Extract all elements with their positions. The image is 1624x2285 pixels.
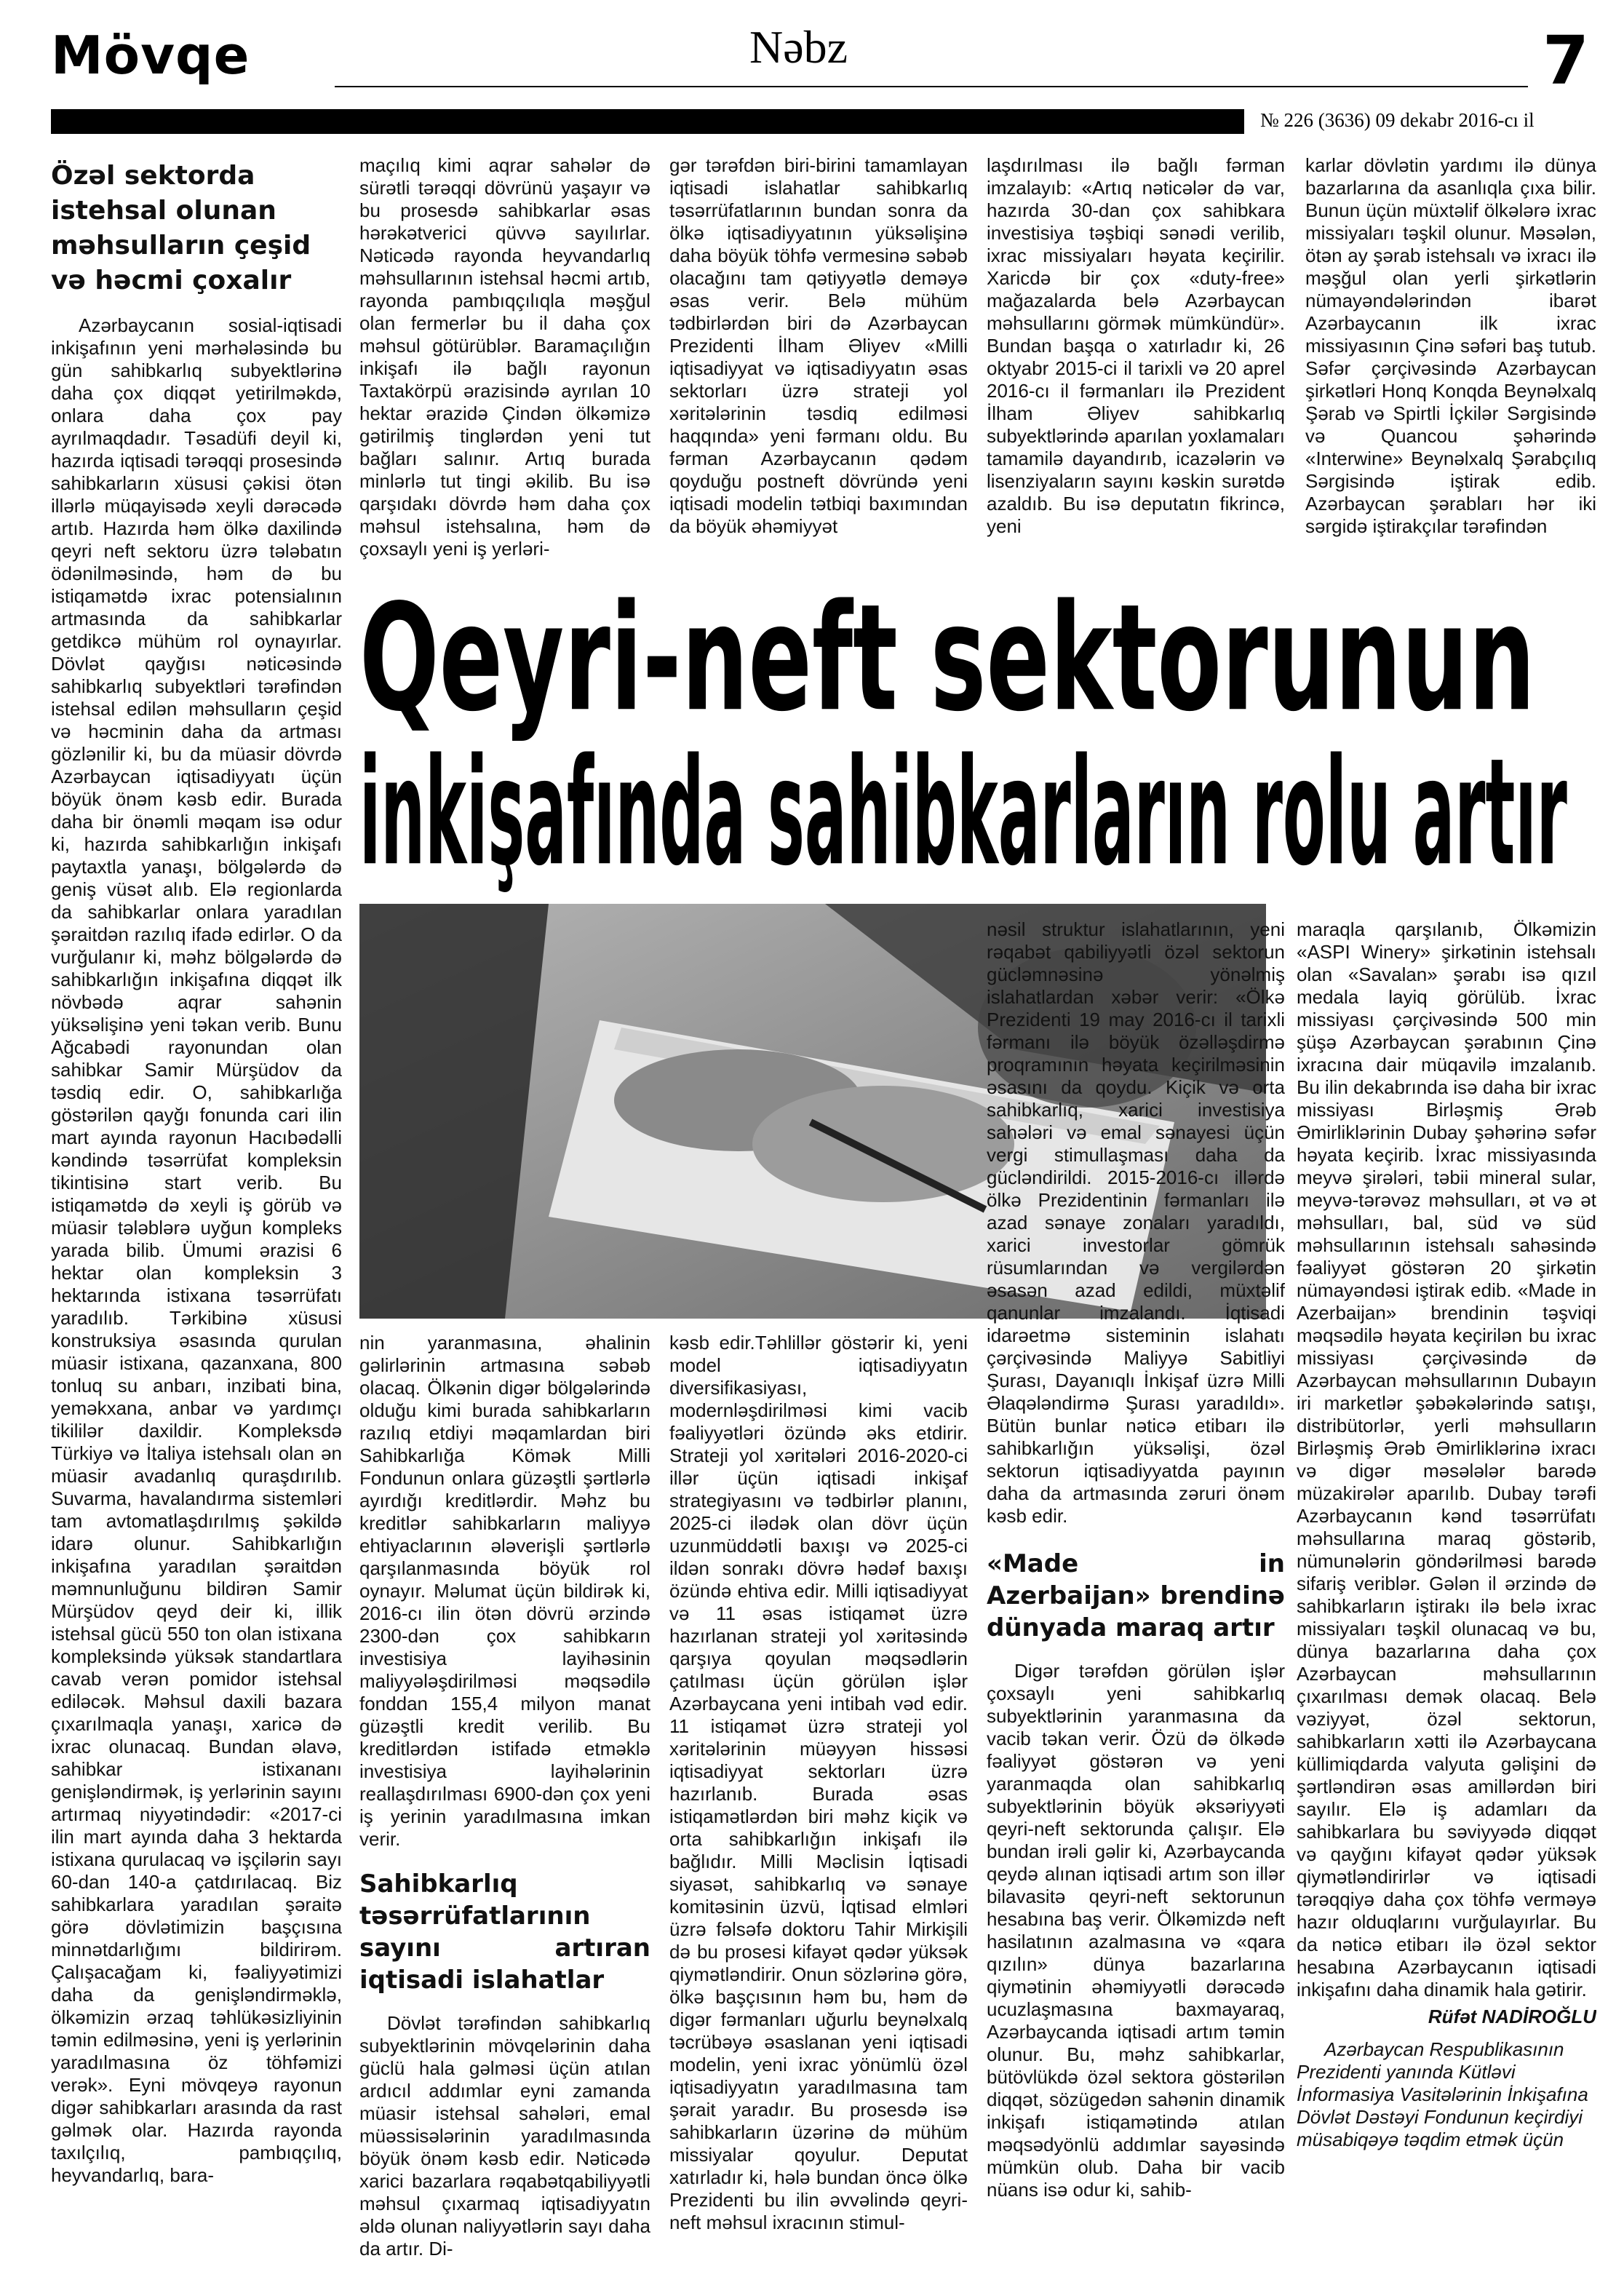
column-3-low-text: kəsb edir.Təhlillər göstərir ki, yeni model iqtisadiyyatın diversifikasiyası, modernləşdirilməsi kimi vacib fəaliyyətləri özündə əks etdirir. Strateji yol xəritələri 2016-2020-ci illər üçün iqtisadi inkişaf strategiyasını və tədbirlər planını, 2025-ci ilədək olan dövr üçün uzunmüddətli baxışı və 2025-ci ildən sonrakı dövrə hədəf baxışı özündə ehtiva edir. Milli iqtisadiyyat və 11 əsas istiqamət üzrə hazırlanan strateji yol xəritəsində qarşıya qoyulan məqsədlərin çatılması üçün görülən işlər Azərbaycana yeni intibah vəd edir. 11 istiqamət üzrə strateji yol xəritələrinin müəyyən hissəsi iqtisadiyyat sektorları üzrə hazırlanıb. Burada əsas istiqamətlərdən biri məhz kiçik və orta sahibkarlığın inkişafı ilə bağlıdır. Milli Məclisin İqtisadi siyasət, sahibkarlıq və sənaye komitəsinin üzvü, İqtisad elmləri üzrə fəlsəfə doktoru Tahir Mirkişili də bu prosesi kifayət qədər yüksək qiymətləndirir. Onun sözlərinə görə, ölkə başçısının həm bu, həm də digər fərmanları uğurlu beynəlxalq təcrübəyə əsaslanan yeni iqtisadi modelin, yeni ixrac yönümlü özəl iqtisadiyyatın yaradılmasına tam şərait yaradır. Bu prosesdə isə sahibkarların üzərinə də mühüm missiyalar qoyulur. Deputat xatırladır ki, hələ bundan öncə ölkə Prezidenti bu ilin əvvəlində qeyri-neft məhsul ixracının stimul- — [669, 1332, 968, 2233]
article-column-3-top — [669, 154, 968, 562]
section-label: Mövqe — [51, 25, 250, 86]
author-signature: Rüfət NADİROĞLU — [1428, 2006, 1596, 2027]
column-2-low-text-2: Dövlət tərəfindən sahibkarlıq subyektlərinin mövqelərinin daha güclü hala gəlməsi üçün atılan ardıcıl addımlar eyni zamanda müasir istehsal sahələri, emal müəssisələrinin yaradılmasında böyük önəm kəsb edir. Nəticədə xarici bazarlara rəqabətqabiliyyətli məhsul çıxarmaq iqtisadiyyatın əldə olunan naliyyətlərin sayı daha da artır. Di- — [359, 2012, 650, 2260]
article-column-3-low — [669, 1332, 968, 2270]
article-column-2-low — [359, 1332, 650, 2270]
column-5-top-text: karlar dövlətin yardımı ilə dünya bazarlarına da asanlıqla çıxa bilir. Bunun üçün müxtəlif ölkələrə ixrac missiyaları təşkil olunur. Məsələn, ötən ay şərab istehsalı və ixracı ilə məşğul olan yerli şirkətlərin nümayəndələrindən ibarət Azərbaycanın ilk ixrac missiyasının Çinə səfəri baş tutub. Səfər çərçivəsində Azərbaycan şirkətləri Honq Konqda Beynəlxalq Şərab və Spirtli İçkilər Sərgisində və Quancou şəhərində «Interwine» Beynəlxalq Şərabçılıq Sərgisində iştirak edib. Azərbaycan şərabları hər iki sərgidə iştirakçılar tərəfindən — [1305, 154, 1596, 537]
article-column-1 — [51, 154, 342, 2265]
column-4-mid-text: nəsil struktur islahatlarının, yeni rəqabət qabiliyyətli özəl sektorun gücləmnəsinə yönəlmiş islahatlardan xəbər verir: «Ölkə Prezidenti 19 may 2016-cı il tarixli fərmanı ilə böyük özəlləşdirmə proqramının həyata keçirilməsinin əsasını da qoydu. Kiçik və orta sahibkarlıq, xarici investisiya sahələri və emal sənayesi üçün vergi stimullaşması daha da gücləndirildi. 2015-2016-cı illərdə ölkə Prezidentinin fərmanları ilə azad sənaye zonaları yaradıldı, xarici investorlar gömrük rüsumlarından və vergilərdən əsasən azad edildi, müxtəlif qanunlar imzalandı. İqtisadi idarəetmə sisteminin islahatı çərçivəsində Maliyyə Sabitliyi Şurası, Dayanıqlı İnkişaf üzrə Milli Əlaqələndirmə Şurası yaradıldı». Bütün bunlar nəticə etibarı ilə sahibkarlığın yüksəlişi, özəl sektorun iqtisadiyyatda payının daha da artmasında zəruri önəm kəsb edir. — [987, 918, 1285, 1527]
subhead-3: «Made in Azerbaijan» brendinə dünyada maraq artır — [987, 1549, 1285, 1642]
column-1-text: Azərbaycanın sosial-iqtisadi inkişafının yeni mərhələsində bu gün sahibkarlıq subyektlərinə daha çox diqqət yetirilməkdə, onlara daha çox pay ayrılmaqdadır. Təsadüfi deyil ki, hazırda iqtisadi tərəqqi prosesində sahibkarların xüsusi çəkisi ötən illərlə müqayisədə xeyli dərəcədə artıb. Hazırda həm ölkə daxilində qeyri neft sektoru üzrə tələbatın ödənilməsində, həm də bu istiqamətdə ixrac potensialının artmasında da sahibkarlar getdikcə mühüm rol oynayırlar. Dövlət qayğısı nəticəsində sahibkarlıq subyektləri tərəfindən istehsal edilən məhsulların çeşid və həcminin daha da artması gözlənilir ki, bu da müasir dövrdə Azərbaycan iqtisadiyyatı üçün böyük önəm kəsb edir. Burada daha bir önəmli məqam isə odur ki, hazırda sahibkarlığın inkişafı paytaxtla yanaşı, bölgələrdə də geniş vüsət alıb. Elə regionlarda da sahibkarlar onlara yaradılan şəraitdən razılıq ifadə edirlər. O da vurğulanır ki, məhz bölgələrdə də sahibkarlığın inkişafına diqqət ilk növbədə aqrar sahənin yüksəlişinə yeni təkan verib. Bunu Ağcabədi rayonundan olan sahibkar Samir Mürşüdov da təsdiq edir. O, sahibkarlığa göstərilən qayğı fonunda cari ilin mart ayında rayonun Hacıbədəlli kəndində təsərrüfat kompleksin tikintisinə start verib. Bu istiqamətdə də xeyli iş görüb və müasir tələblərə uyğun kompleks yarada bilib. Ümumi ərazisi 6 hektar olan kompleksin 3 hektarında istixana təsərrüfatı yaradılıb. Tərkibinə xüsusi konstruksiya əsasında qurulan müasir istixana, qazanxana, 800 tonluq su anbarı, inzibati bina, yeməkxana, anbar və yardımçı tikililər daxildir. Kompleksdə Türkiyə və İtaliya istehsalı olan ən müasir avadanlıq quraşdırılıb. Suvarma, havalandırma sistemləri tam avtomatlaşdırılmış şəkildə idarə olunur. Sahibkarlığın inkişafına yaradılan şəraitdən məmnunluğunu bildirən Samir Mürşüdov qeyd deir ki, illik istehsal gücü 550 ton olan istixana kompleksində yüksək standartlara cavab verən pomidor istehsal ediləcək. Məhsul daxili bazara çıxarılmaqla yanaşı, xaricə də ixrac olunacaq. Bundan əlavə, sahibkar istixananı genişləndirmək, iş yerlərinin sayını artırmaq niyyətindədir: «2017-ci ilin mart ayında daha 3 hektarda istixana qurulacaq və işçilərin sayı 60-dan 140-a çatdırılacaq. Biz sahibkarlara yaradılan şəraitə görə dövlətimizin başçısına minnətdarlığımı bildirirəm. Çalışacağam ki, fəaliyyətimizi daha da genişləndirməklə, ölkəmizin ərzaq təhlükəsizliyinin təmin edilməsinə, yeni iş yerlərinin yaradılmasına öz töhfəmizi verək». Eyni mövqeyə rayonun digər sahibkarları arasında da rast gəlmək olar. Hazırda rayonda taxılçılıq, pambıqçılıq, heyvandarlıq, bara- — [51, 314, 342, 2186]
issue-info: № 226 (3636) 09 dekabr 2016-cı il — [1260, 109, 1535, 131]
article-column-5-mid — [1297, 918, 1596, 2270]
column-4-top-text: laşdırılması ilə bağlı fərman imzalayıb: «Artıq nəticələr də var, hazırda 30-dan çox sahibkara investisiya təşbiqi sənədi verilib, ixrac missiyaları həyata keçirilir. Xaricdə bir çox «duty-free» mağazalarda belə Azərbaycan məhsullarını görmək mümkündür». Bundan başqa o xatırladır ki, 26 oktyabr 2015-ci il tarixli və 20 aprel 2016-cı il fərmanları ilə Prezident İlham Əliyev sahibkarlıq subyektlərində aparılan yoxlamaları tamamilə dayandırıb, icazələrin və lisenziyaların sayını kəskin surətdə azaldıb. Bu isə deputatın fikrincə, yeni — [987, 154, 1285, 537]
article-column-5-top — [1305, 154, 1596, 562]
article-column-4-mid — [987, 918, 1285, 2270]
headline-line-2: inkişafında sahibkarların rolu artır — [359, 728, 1567, 899]
footnote-text: Azərbaycan Respublikasının Prezidenti yanında Kütləvi İnformasiya Vasitələrinin İnkişafına Dövlət Dəstəyi Fondunun keçirdiyi müsabiqəyə təqdim etmək üçün — [1297, 2038, 1588, 2150]
column-5-mid-text: maraqla qarşılanıb, Ölkəmizin «ASPI Winery» şirkətinin istehsalı olan «Savalan» şərabı isə qızıl medala layiq görülüb. İxrac missiyası çərçivəsində 500 min şüşə Azərbaycan şərabının Çinə ixracına dair müqavilə imzalanıb. Bu ilin dekabrında isə daha bir ixrac missiyası Birləşmiş Ərəb Əmirliklərinin Dubay şəhərinə səfər həyata keçirib. İxrac missiyasında meyvə şirələri, təbii mineral sular, meyvə-tərəvəz məhsulları, ət və ət məhsulları, bal, süd və süd məhsullarının istehsalı sahəsində fəaliyyət göstərən 20 şirkətin nümayəndəsi iştirak edib. «Made in Azerbaijan» brendinin təşviqi məqsədilə həyata keçirilən bu ixrac missiyası çərçivəsində də Azərbaycan məhsullarının Dubayın iri marketlər şəbəkələrində satışı, distribütorlər, yerli məhsulların Birləşmiş Ərəb Əmirliklərinə ixracı və digər məsələlər barədə müzakirələr aparılıb. Dubay tərəfi Azərbaycanın kənd təsərrüfatı məhsullarına maraq göstərib, nümunələrin göndərilməsi barədə sifariş veriblər. Gələn il ərzində də sahibkarların iştirakı ilə belə ixrac missiyaları təşkil olunacaq və bu, dünya bazarlarına daha çox Azərbaycan məhsullarının çıxarılması demək olacaq. Belə vəziyyət, özəl sektorun, sahibkarların xətti ilə Azərbaycana küllimiqdarda valyuta gəlişini də şərtləndirən əsas amillərdən biri sayılır. Elə iş adamları da sahibkarlara bu səviyyədə diqqət və qayğını kifayət qədər yüksək qiymətləndirirlər və iqtisadi tərəqqiyə daha çox töhfə verməyə hazır olduqlarını vurğulayırlar. Bu da nəticə etibarı ilə özəl sektor hesabına Azərbaycanın iqtisadi inkişafını daha dinamik hala gətirir. — [1297, 918, 1596, 2000]
headline-line-1: Qeyri-neft sektorunun — [359, 573, 1535, 744]
page-number: 7 — [1543, 22, 1590, 100]
subhead-1: Özəl sektorda istehsal olunan məhsulların çeşid və həcmi çoxalır — [51, 161, 311, 295]
column-3-top-text: gər tərəfdən biri-birini tamamlayan iqtisadi islahatlar sahibkarlıq təsərrüfatlarının bundan sonra da ölkə iqtisadiyyatının yüksəlişinə daha böyük töhfə vermesinə səbəb olacağını tam qətiyyətlə deməyə əsas verir. Belə mühüm tədbirlərdən biri də Azərbaycan Prezidenti İlham Əliyev «Milli iqtisadiyyat və iqtisadiyyatın əsas sektorları üzrə strateji yol xəritələrinin təsdiq edilməsi haqqında» yeni fərmanı oldu. Bu fərman Azərbaycanın qədəm qoyduğu postneft dövründə yeni iqtisadi modelin tətbiqi baxımından da böyük əhəmiyyət — [669, 154, 968, 537]
column-4-sub-text: Digər tərəfdən görülən işlər çoxsaylı yeni sahibkarlıq subyektlərinin yaranmasına da vacib təkan verir. Özü də ölkədə fəaliyyət göstərən və yeni yaranmaqda olan sahibkarlıq subyektlərinin böyük əksəriyyəti qeyri-neft sektorunda çalışır. Elə bundan irəli gəlir ki, Azərbaycanda qeydə alınan iqtisadi artım son illər bilavasitə qeyri-neft sektorunun hesabına baş verir. Ölkəmizdə neft hasilatının azalmasına və «qara qızılın» dünya bazarlarına qiymətinin əhəmiyyətli dərəcədə ucuzlaşmasına baxmayaraq, Azərbaycanda iqtisadi artım təmin olunur. Bu, məhz sahibkarlar, bütövlükdə özəl sektora göstərilən diqqət, sözügedən sahənin dinamik inkişafı istiqamətində atılan məqsədyönlü addımlar sayəsində mümkün olub. Daha bir vacib nüans isə odur ki, sahib- — [987, 1660, 1285, 2201]
column-2-low-text: nin yaranmasına, əhalinin gəlirlərinin artmasına səbəb olacaq. Ölkənin digər bölgələrində olduğu kimi burada sahibkarların razılıq etdiyi məqamlardan biri Sahibkarlığa Kömək Milli Fondunun onlara güzəştli şərtlərlə ayırdığı kreditlərdir. Məhz bu kreditlər sahibkarların maliyyə ehtiyaclarının ələverişli şərtlərlə qarşılanmasında böyük rol oynayır. Məlumat üçün bildirək ki, 2016-cı ilin ötən dövrü ərzində 2300-dən çox sahibkarın investisiya layihəsinin maliyyələşdirilməsi məqsədilə fonddan 155,4 milyon manat güzəştli kredit verilib. Bu kreditlərdən istifadə etməklə investisiya layihələrinin reallaşdırılması 6900-dən çox yeni iş yerinin yaradılmasına imkan verir. — [359, 1332, 650, 1850]
header-bar — [51, 109, 1244, 134]
paper-name: Nəbz — [749, 21, 848, 73]
article-column-4-top — [987, 154, 1285, 562]
article-column-2-top — [359, 154, 650, 562]
column-2-top-text: maçılıq kimi aqrar sahələr də sürətli tərəqqi dövrünü yaşayır və bu prosesdə sahibkarlar əsas hərəkətverici qüvvə sayılırlar. Nəticədə rayonda heyvandarlıq məhsullarının istehsal həcmi artıb, rayonda pambıqçılıqla məşğul olan fermerlər bu il daha çox məhsul götürüblər. Baramaçılığın inkişafı ilə bağlı rayonun Taxtakörpü ərazisində ayrılan 10 hektar ərazidə Çindən ölkəmizə gətirilmiş tinglərdən yeni tut bağları salınır. Artıq burada minlərlə tut tingi əkilib. Bu isə qarşıdakı dövrdə həm daha çox məhsul istehsalına, həm də çoxsaylı yeni iş yerləri- — [359, 154, 650, 560]
subhead-2: Sahibkarlıq təsərrüfatlarının sayını artıran iqtisadi islahatlar — [359, 1869, 650, 1995]
header-rule — [335, 86, 1528, 87]
